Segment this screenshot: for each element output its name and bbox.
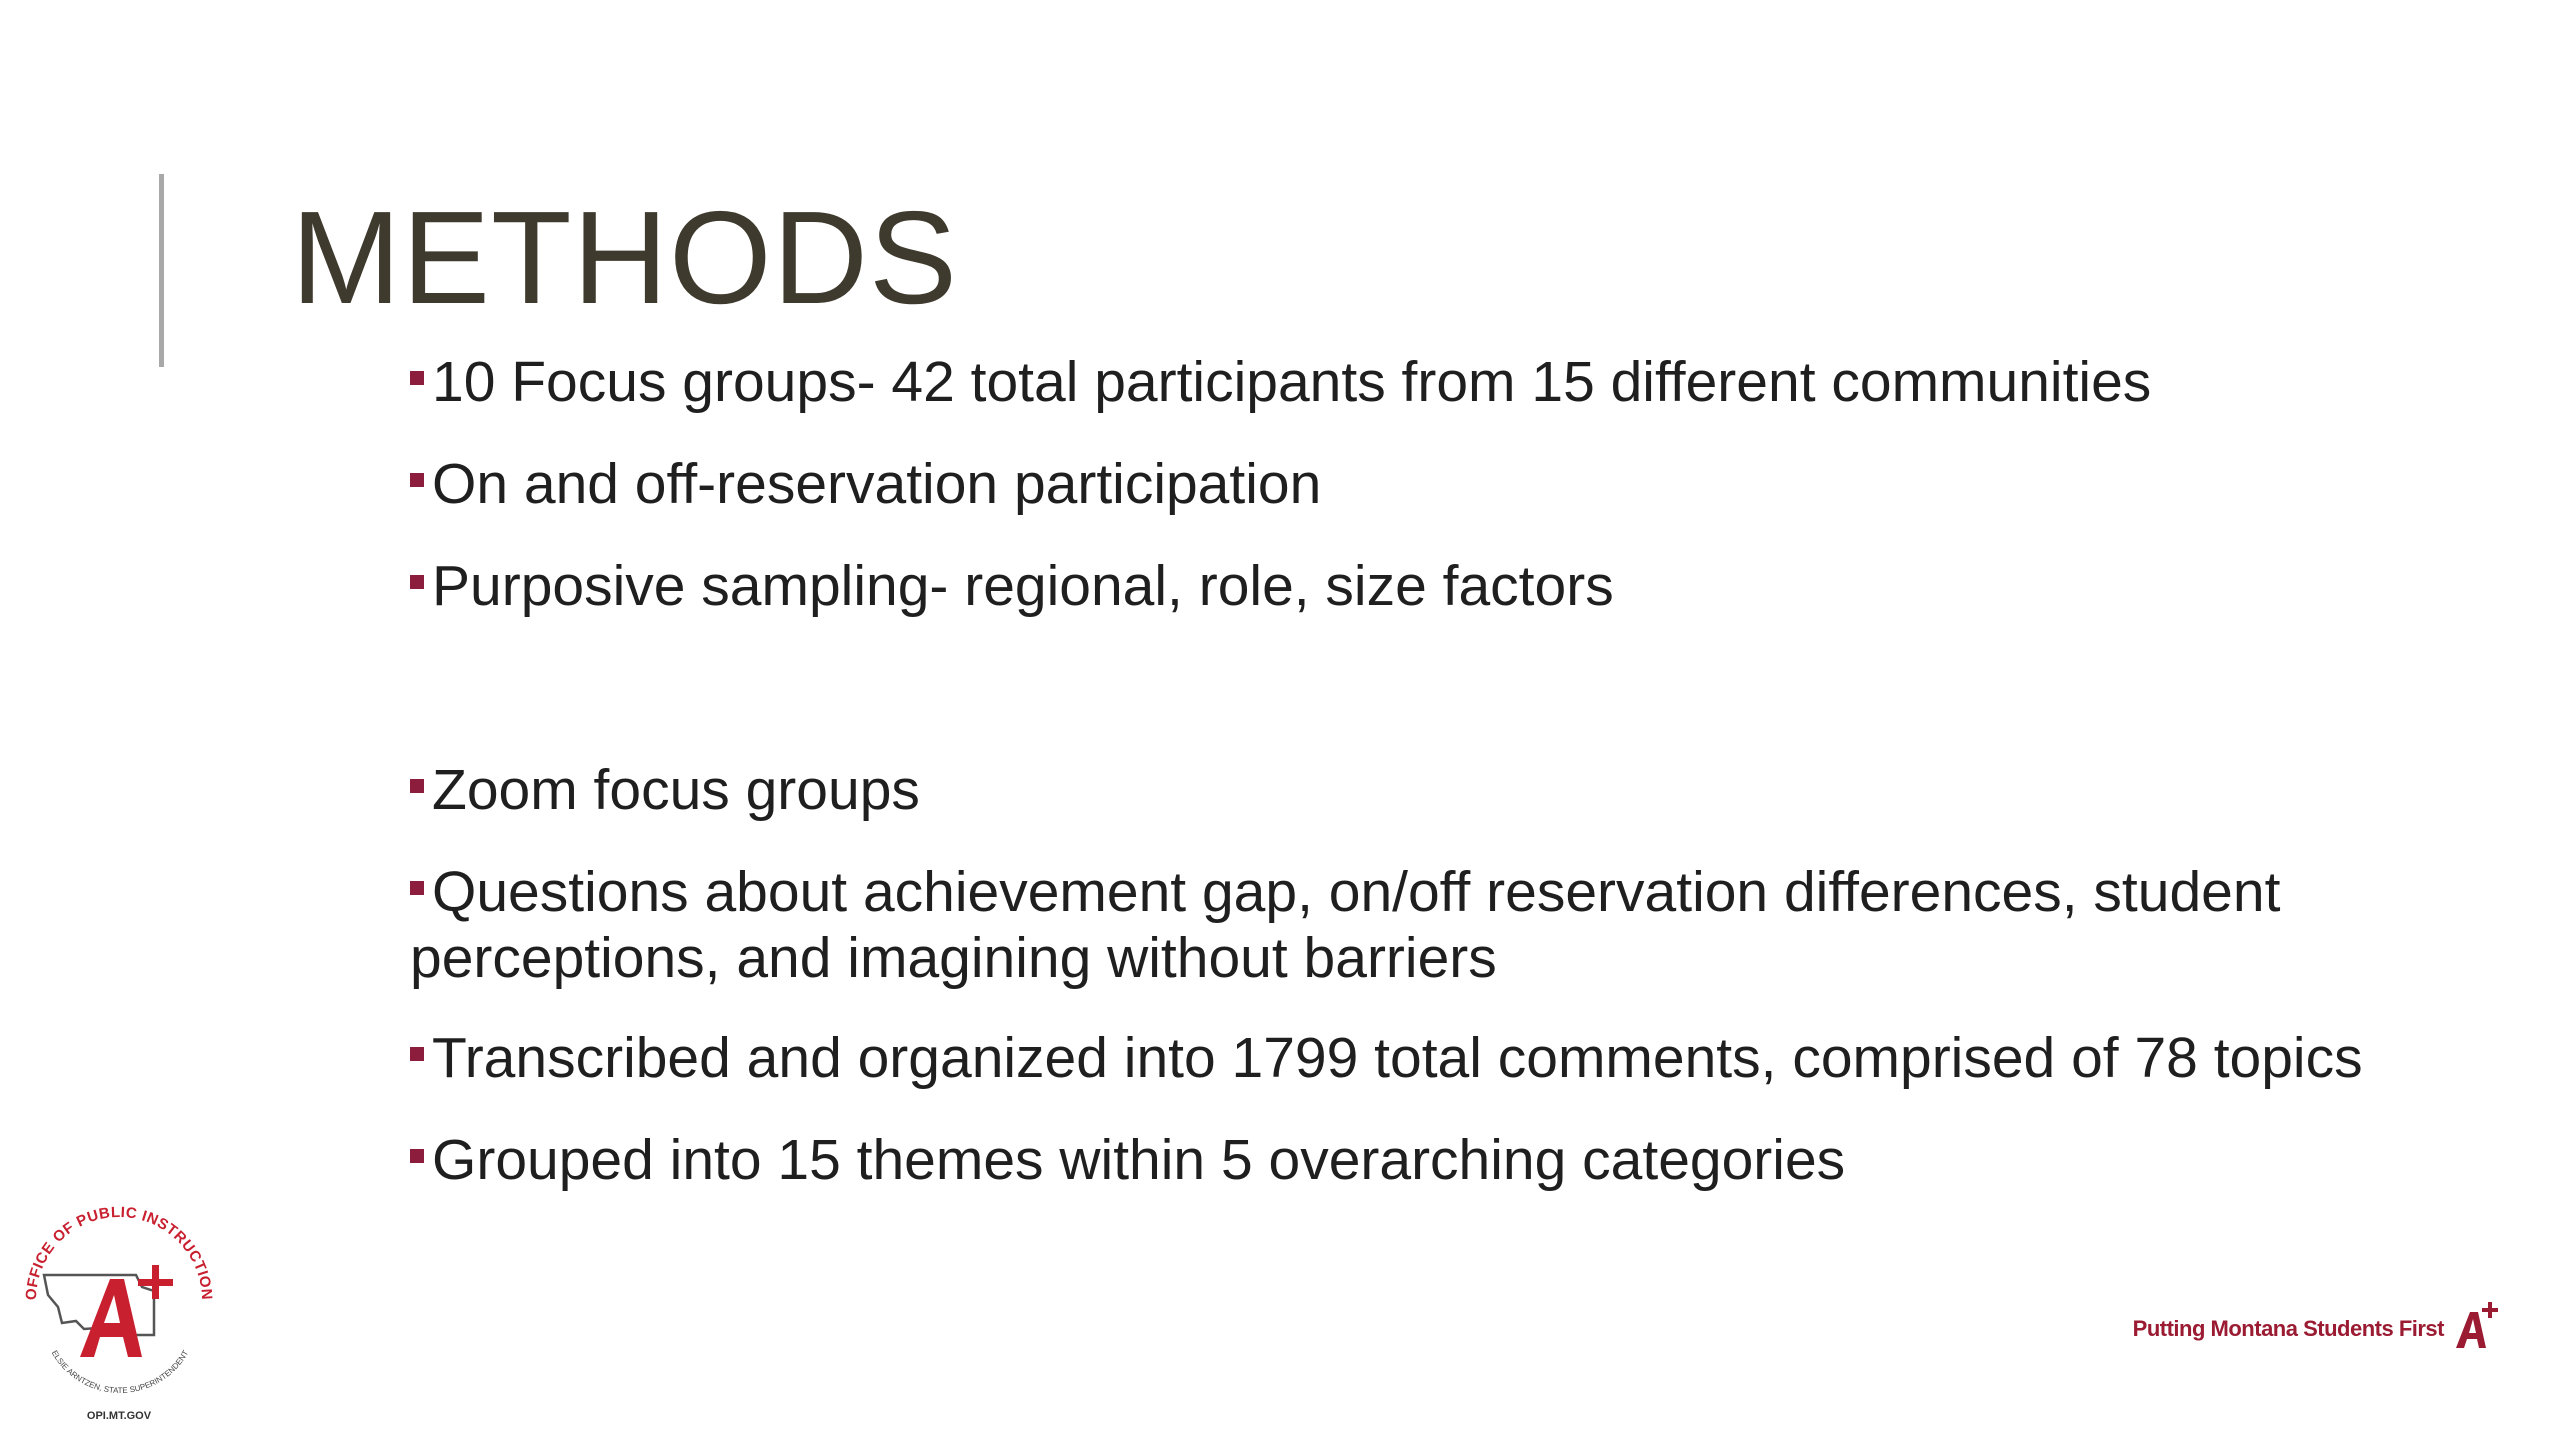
square-bullet-icon (410, 575, 424, 589)
bullet-item (410, 757, 2490, 823)
title-accent-line (159, 174, 164, 367)
bullet-item (410, 859, 2440, 991)
square-bullet-icon (410, 371, 424, 385)
svg-text:ELSIE ARNTZEN, STATE SUPERINTE: ELSIE ARNTZEN, STATE SUPERINTENDENT (49, 1348, 191, 1396)
bullet-item (410, 349, 2490, 415)
svg-text:OFFICE OF PUBLIC INSTRUCTION: OFFICE OF PUBLIC INSTRUCTION (22, 1203, 216, 1301)
square-bullet-icon (410, 473, 424, 487)
bullet-item (410, 1025, 2490, 1091)
slide-title: METHODS (291, 184, 958, 331)
bullet-text: Grouped into 15 themes within 5 overarching categories (432, 1128, 1846, 1192)
square-bullet-icon (410, 1149, 424, 1163)
bullet-text: Transcribed and organized into 1799 total comments, comprised of 78 topics (432, 1026, 2363, 1090)
footer-tagline (2133, 1300, 2500, 1350)
bullet-item (410, 553, 2490, 619)
square-bullet-icon (410, 881, 424, 895)
bullet-text: Questions about achievement gap, on/off reservation differences, student perceptions, and imagining without barriers (410, 860, 2281, 990)
bullet-item (410, 451, 2490, 517)
bullet-text: Purposive sampling- regional, role, size factors (432, 554, 1614, 618)
bullet-item (410, 1127, 2490, 1193)
a-plus-icon (2452, 1300, 2500, 1350)
opi-seal-logo (14, 1195, 224, 1435)
bullet-text: On and off-reservation participation (432, 452, 1322, 516)
square-bullet-icon (410, 1047, 424, 1061)
tagline-text: Putting Montana Students First (2132, 1316, 2444, 1341)
bullet-text: Zoom focus groups (432, 758, 920, 822)
svg-text:OPI.MT.GOV: OPI.MT.GOV (86, 1410, 152, 1422)
square-bullet-icon (410, 779, 424, 793)
bullet-text: 10 Focus groups- 42 total participants from 15 different communities (432, 350, 2152, 414)
